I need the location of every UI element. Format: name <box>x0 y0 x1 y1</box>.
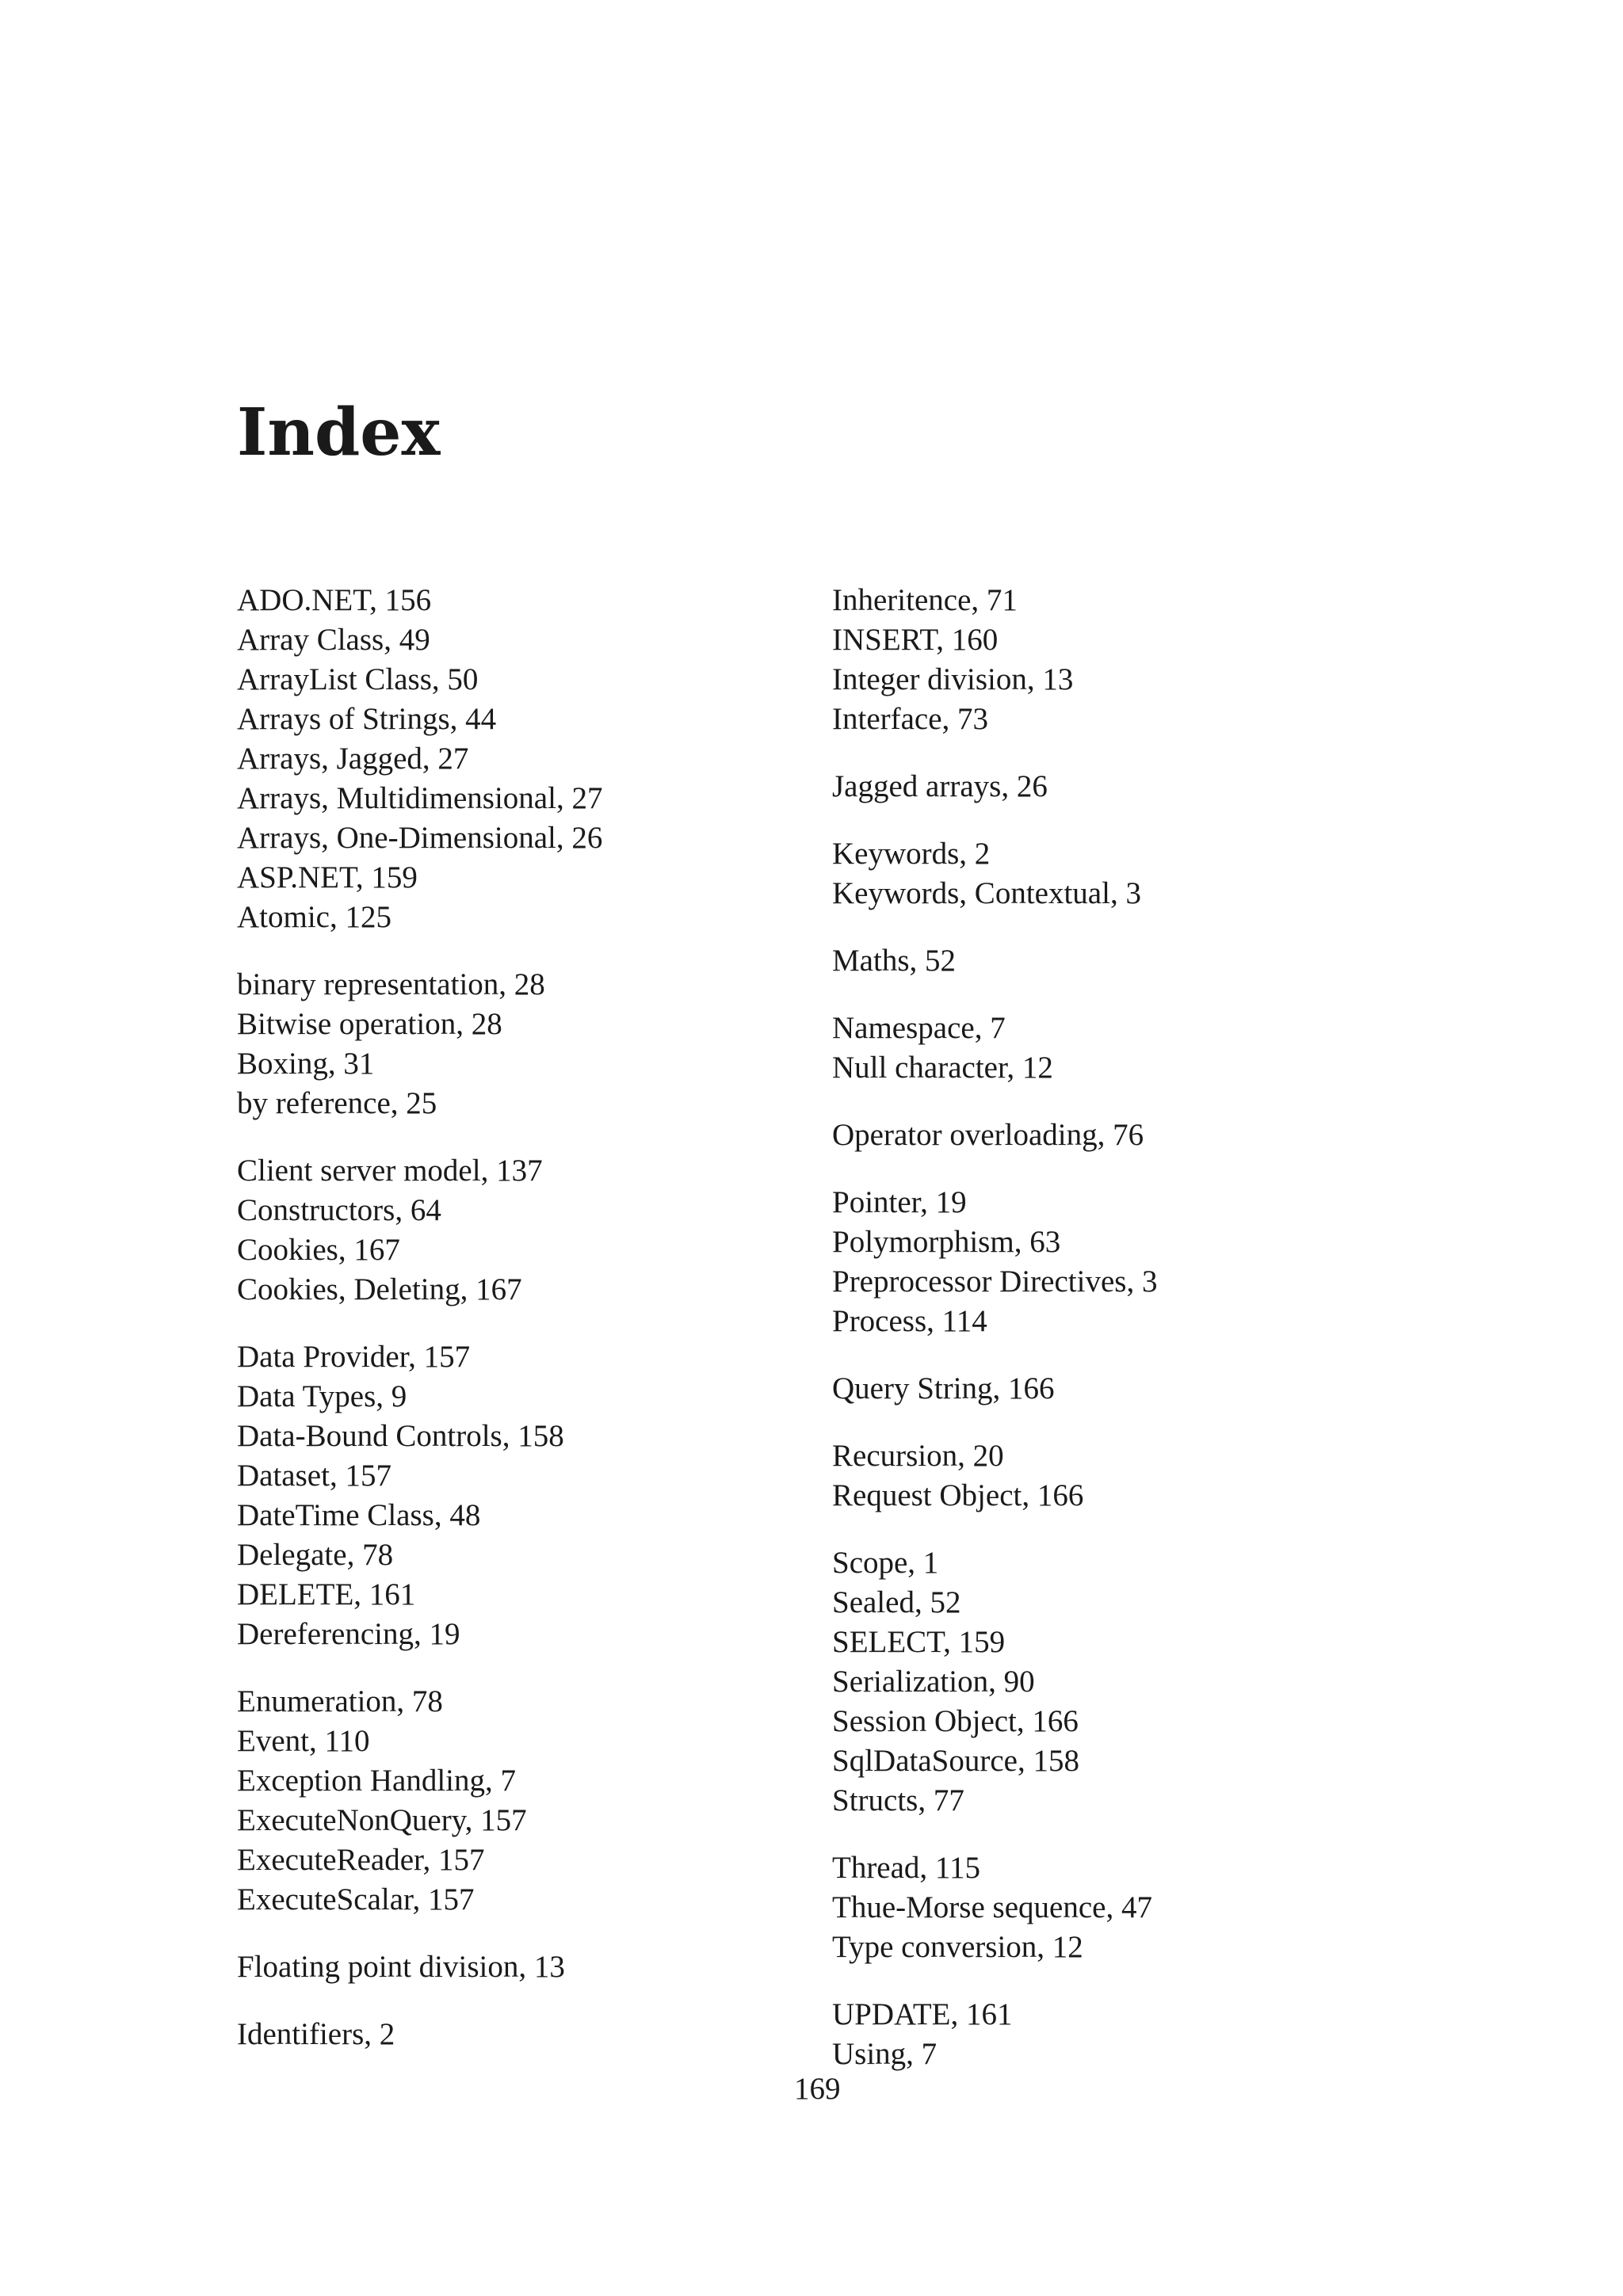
index-entry: Pointer, 19 <box>832 1185 967 1219</box>
index-entry: Arrays of Strings, 44 <box>237 702 497 736</box>
index-letter-group <box>237 581 602 937</box>
index-entry: Keywords, Contextual, 3 <box>832 876 1141 910</box>
index-letter-group <box>832 1116 1157 1155</box>
index-entry: DELETE, 161 <box>237 1577 416 1611</box>
index-entry: Floating point division, 13 <box>237 1950 565 1984</box>
index-entry: Request Object, 166 <box>832 1478 1084 1512</box>
index-letter-group <box>832 834 1157 913</box>
index-entry: Process, 114 <box>832 1304 987 1338</box>
index-letter-group <box>832 1183 1157 1341</box>
index-entry: ASP.NET, 159 <box>237 860 418 894</box>
index-entry: Jagged arrays, 26 <box>832 769 1048 803</box>
index-entry: Namespace, 7 <box>832 1011 1006 1045</box>
index-letter-group <box>832 941 1157 981</box>
index-entry: Inheritence, 71 <box>832 583 1018 617</box>
index-entry: Query String, 166 <box>832 1371 1055 1405</box>
index-entry: Arrays, One-Dimensional, 26 <box>237 821 603 855</box>
index-entry: Bitwise operation, 28 <box>237 1007 502 1041</box>
index-letter-group <box>237 965 602 1123</box>
index-entry: by reference, 25 <box>237 1086 437 1120</box>
index-entry: Keywords, 2 <box>832 837 991 871</box>
index-entry: Arrays, Multidimensional, 27 <box>237 781 603 815</box>
index-entry: DateTime Class, 48 <box>237 1498 481 1532</box>
index-entry: INSERT, 160 <box>832 623 999 657</box>
index-entry: Integer division, 13 <box>832 662 1074 696</box>
index-entry: Arrays, Jagged, 27 <box>237 742 469 776</box>
index-entry: Polymorphism, 63 <box>832 1225 1061 1259</box>
index-entry: Constructors, 64 <box>237 1193 441 1227</box>
index-entry: Dataset, 157 <box>237 1459 391 1493</box>
index-entry: Interface, 73 <box>832 702 989 736</box>
index-entry: Thread, 115 <box>832 1851 980 1885</box>
index-letter-group <box>832 1995 1157 2074</box>
index-entry: SqlDataSource, 158 <box>832 1744 1079 1778</box>
index-entry: SELECT, 159 <box>832 1625 1006 1659</box>
index-entry: Boxing, 31 <box>237 1047 375 1081</box>
index-entry: ArrayList Class, 50 <box>237 662 479 696</box>
index-letter-group <box>237 1947 602 1987</box>
index-entry: Using, 7 <box>832 2037 938 2071</box>
index-entry: UPDATE, 161 <box>832 1997 1013 2031</box>
index-letter-group <box>832 1369 1157 1409</box>
index-entry: Data-Bound Controls, 158 <box>237 1419 564 1453</box>
page-number: 169 <box>794 2072 841 2106</box>
index-entry: Recursion, 20 <box>832 1439 1004 1473</box>
index-entry: Exception Handling, 7 <box>237 1764 517 1798</box>
index-entry: ExecuteScalar, 157 <box>237 1882 475 1917</box>
index-entry: Operator overloading, 76 <box>832 1118 1144 1152</box>
index-letter-group <box>832 1543 1157 1821</box>
index-letter-group <box>832 1848 1157 1967</box>
index-entry: Atomic, 125 <box>237 900 391 934</box>
index-entry: Maths, 52 <box>832 944 956 978</box>
index-letter-group <box>237 1151 602 1310</box>
index-letter-group <box>237 2015 602 2054</box>
index-entry: Thue-Morse sequence, 47 <box>832 1890 1152 1924</box>
index-entry: Session Object, 166 <box>832 1704 1079 1738</box>
index-column-right <box>832 581 1157 2074</box>
index-letter-group <box>832 1009 1157 1088</box>
index-entry: ADO.NET, 156 <box>237 583 432 617</box>
index-entry: Preprocessor Directives, 3 <box>832 1264 1158 1299</box>
page-title: Index <box>237 395 441 471</box>
index-letter-group <box>237 1337 602 1654</box>
index-entry: Sealed, 52 <box>832 1585 961 1619</box>
index-letter-group <box>832 767 1157 807</box>
index-letter-group <box>832 1436 1157 1516</box>
index-entry: Data Types, 9 <box>237 1379 407 1413</box>
index-column-left <box>237 581 602 2054</box>
index-entry: Delegate, 78 <box>237 1538 394 1572</box>
index-entry: Scope, 1 <box>832 1546 939 1580</box>
index-entry: Event, 110 <box>237 1724 370 1758</box>
index-entry: binary representation, 28 <box>237 967 545 1001</box>
index-entry: Data Provider, 157 <box>237 1340 471 1374</box>
index-entry: Structs, 77 <box>832 1783 964 1817</box>
index-entry: Serialization, 90 <box>832 1665 1035 1699</box>
index-entry: Null character, 12 <box>832 1051 1053 1085</box>
index-entry: Client server model, 137 <box>237 1154 543 1188</box>
index-entry: ExecuteNonQuery, 157 <box>237 1803 527 1837</box>
index-entry: Dereferencing, 19 <box>237 1617 460 1651</box>
index-letter-group <box>832 581 1157 739</box>
index-entry: Identifiers, 2 <box>237 2017 395 2051</box>
index-entry: Type conversion, 12 <box>832 1930 1083 1964</box>
index-entry: Cookies, 167 <box>237 1233 400 1267</box>
index-letter-group <box>237 1682 602 1920</box>
index-entry: Cookies, Deleting, 167 <box>237 1272 522 1306</box>
index-entry: ExecuteReader, 157 <box>237 1843 485 1877</box>
index-entry: Array Class, 49 <box>237 623 430 657</box>
index-entry: Enumeration, 78 <box>237 1684 443 1718</box>
